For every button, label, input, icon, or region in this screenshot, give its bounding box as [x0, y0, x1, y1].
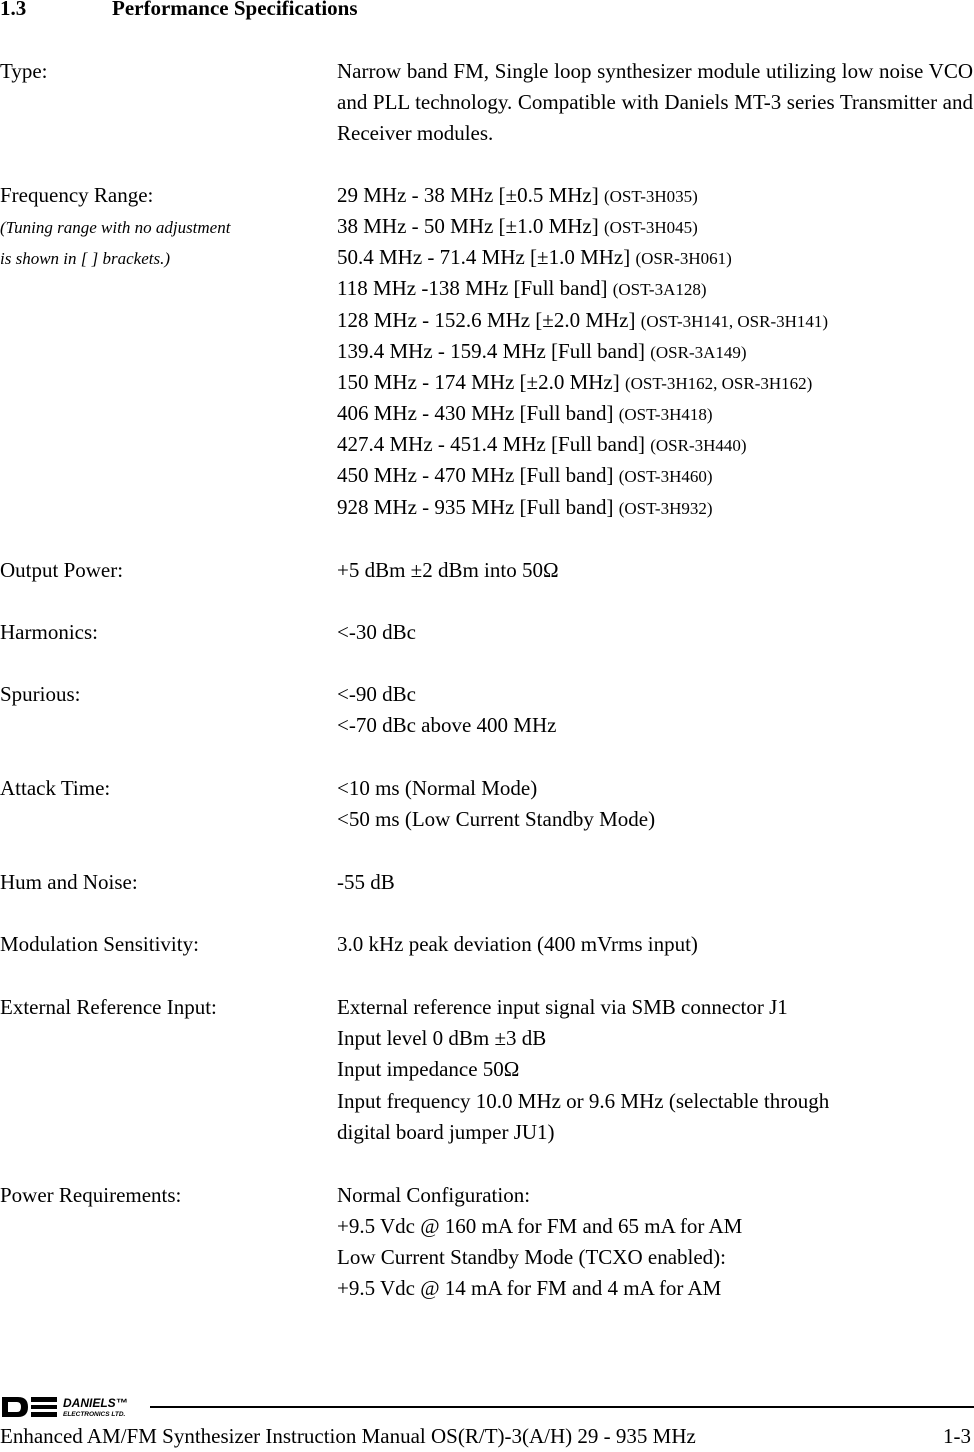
type-label: Type:: [0, 59, 48, 83]
frequency-model: (OST-3H460): [618, 467, 713, 486]
spurious-value: <-90 dBc: [337, 682, 416, 706]
frequency-model: (OSR-3A149): [650, 343, 747, 362]
ext-ref-label: External Reference Input:: [0, 995, 217, 1019]
frequency-row: [337, 339, 747, 364]
frequency-range: 50.4 MHz - 71.4 MHz [±1.0 MHz]: [337, 245, 631, 269]
frequency-note-1: (Tuning range with no adjustment: [0, 218, 231, 237]
modulation-label: Modulation Sensitivity:: [0, 932, 199, 956]
frequency-range: 928 MHz - 935 MHz [Full band]: [337, 495, 614, 519]
power-value: Normal Configuration:: [337, 1183, 531, 1207]
daniels-logo: [0, 1395, 150, 1419]
frequency-range: 29 MHz - 38 MHz [±0.5 MHz]: [337, 183, 599, 207]
frequency-range: 406 MHz - 430 MHz [Full band]: [337, 401, 614, 425]
attack-time-label: Attack Time:: [0, 776, 111, 800]
frequency-range: 150 MHz - 174 MHz [±2.0 MHz]: [337, 370, 620, 394]
footer-title: Enhanced AM/FM Synthesizer Instruction Manual OS(R/T)-3(A/H) 29 - 935 MHz: [0, 1424, 696, 1448]
attack-time-value: <50 ms (Low Current Standby Mode): [337, 807, 656, 831]
frequency-row: [337, 432, 747, 457]
frequency-model: (OST-3H418): [618, 405, 713, 424]
frequency-row: [337, 495, 713, 520]
frequency-model: (OST-3A128): [612, 280, 707, 299]
frequency-row: [337, 245, 732, 270]
frequency-row: [337, 463, 713, 488]
power-value: +9.5 Vdc @ 160 mA for FM and 65 mA for AM: [337, 1214, 743, 1238]
frequency-note-2: is shown in [ ] brackets.): [0, 249, 170, 268]
frequency-range: 450 MHz - 470 MHz [Full band]: [337, 463, 614, 487]
ext-ref-value: Input impedance 50Ω: [337, 1057, 520, 1081]
frequency-model: (OST-3H162, OSR-3H162): [624, 374, 813, 393]
frequency-range: 128 MHz - 152.6 MHz [±2.0 MHz]: [337, 308, 636, 332]
logo-brand: DANIELS™: [63, 1396, 128, 1410]
page-number: 1-3: [943, 1424, 971, 1448]
harmonics-value: <-30 dBc: [337, 620, 416, 644]
output-power-value: +5 dBm ±2 dBm into 50Ω: [337, 558, 559, 582]
power-label: Power Requirements:: [0, 1183, 182, 1207]
footer-rule: [150, 1406, 974, 1408]
frequency-range: 118 MHz -138 MHz [Full band]: [337, 276, 608, 300]
frequency-model: (OST-3H045): [603, 218, 698, 237]
frequency-row: [337, 183, 698, 208]
frequency-range: 38 MHz - 50 MHz [±1.0 MHz]: [337, 214, 599, 238]
power-value: +9.5 Vdc @ 14 mA for FM and 4 mA for AM: [337, 1276, 722, 1300]
section-title: Performance Specifications: [112, 0, 358, 20]
hum-noise-label: Hum and Noise:: [0, 870, 138, 894]
type-value: Narrow band FM, Single loop synthesizer module utilizing low noise VCO and PLL technology. Compatible with Daniels MT-3 series Transmitter and Receiver modules.: [337, 59, 973, 145]
frequency-model: (OSR-3H061): [635, 249, 732, 268]
output-power-label: Output Power:: [0, 558, 124, 582]
attack-time-value: <10 ms (Normal Mode): [337, 776, 538, 800]
ext-ref-value: Input level 0 dBm ±3 dB: [337, 1026, 547, 1050]
frequency-row: [337, 308, 828, 333]
frequency-model: (OST-3H932): [618, 499, 713, 518]
frequency-model: (OST-3H141, OSR-3H141): [640, 312, 829, 331]
frequency-row: [337, 370, 812, 395]
ext-ref-value: digital board jumper JU1): [337, 1120, 555, 1144]
frequency-model: (OSR-3H440): [650, 436, 747, 455]
hum-noise-value: -55 dB: [337, 870, 395, 894]
spurious-value: <-70 dBc above 400 MHz: [337, 713, 557, 737]
frequency-row: [337, 401, 713, 426]
frequency-model: (OST-3H035): [603, 187, 698, 206]
logo-sub: ELECTRONICS LTD.: [63, 1411, 126, 1418]
harmonics-label: Harmonics:: [0, 620, 98, 644]
frequency-label: Frequency Range:: [0, 183, 154, 207]
modulation-value: 3.0 kHz peak deviation (400 mVrms input): [337, 932, 698, 956]
frequency-row: [337, 276, 707, 301]
frequency-row: [337, 214, 698, 239]
frequency-range: 427.4 MHz - 451.4 MHz [Full band]: [337, 432, 645, 456]
ext-ref-value: Input frequency 10.0 MHz or 9.6 MHz (selectable through: [337, 1089, 830, 1113]
section-number: 1.3: [0, 0, 27, 20]
ext-ref-value: External reference input signal via SMB connector J1: [337, 995, 788, 1019]
frequency-range: 139.4 MHz - 159.4 MHz [Full band]: [337, 339, 645, 363]
spurious-label: Spurious:: [0, 682, 81, 706]
power-value: Low Current Standby Mode (TCXO enabled):: [337, 1245, 727, 1269]
